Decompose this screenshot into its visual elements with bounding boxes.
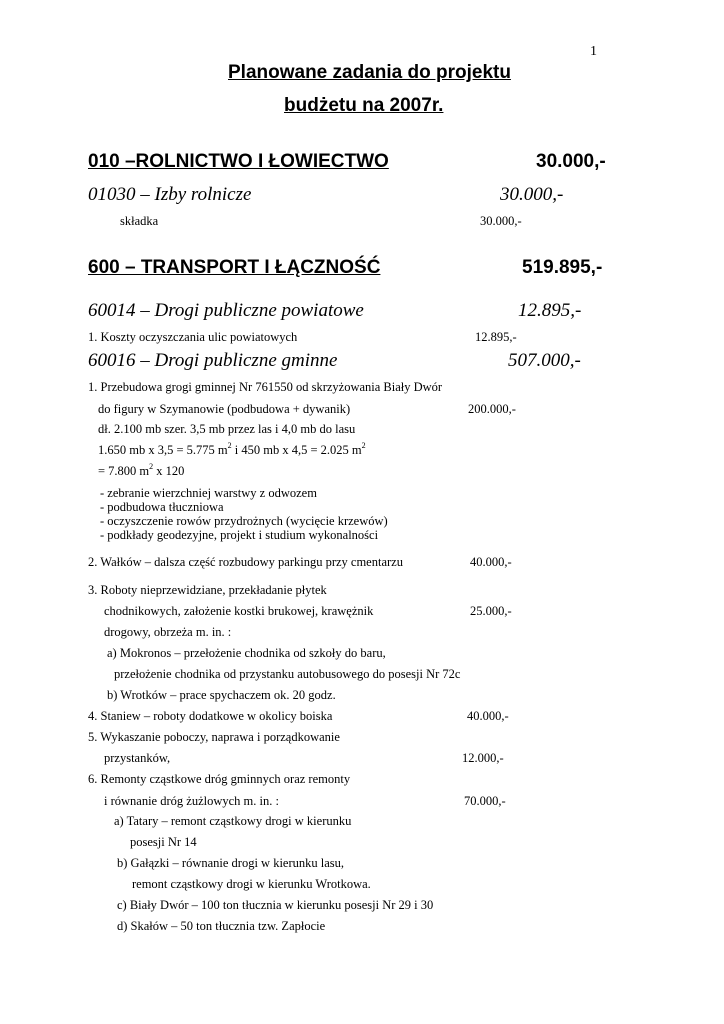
item-text: 1. Koszty oczyszczania ulic powiatowych	[88, 330, 298, 344]
item-line: b) Wrotków – prace spychaczem ok. 20 godz.	[107, 688, 336, 702]
item-line: 1.650 mb x 3,5 = 5.775 $m^2$ i 450 mb x 4,5 = 2.025 $m^2$	[98, 441, 366, 457]
item-line: d) Skałów – 50 ton tłucznia tzw. Zapłocie	[117, 919, 326, 933]
item-line: 3. Roboty nieprzewidziane, przekładanie płytek	[88, 583, 327, 597]
item-amount: 40.000,-	[467, 709, 509, 723]
item-amount: 12.000,-	[462, 751, 504, 765]
page-number: 1	[590, 44, 597, 59]
bullet-line: - podbudowa tłuczniowa	[100, 500, 224, 514]
subsection-heading-60016: 60016 – Drogi publiczne gminne	[88, 350, 338, 371]
item-text: 4. Staniew – roboty dodatkowe w okolicy boiska	[88, 709, 333, 723]
subsection-heading-60014: 60014 – Drogi publiczne powiatowe	[88, 300, 364, 321]
item-amount: 30.000,-	[480, 214, 522, 228]
subsection-amount-60014: 12.895,-	[518, 300, 582, 321]
item-line: do figury w Szymanowie (podbudowa + dywanik)	[98, 402, 351, 416]
item-text: składka	[120, 214, 159, 228]
document-title-line-2: budżetu na 2007r.	[284, 95, 444, 116]
item-amount: 25.000,-	[470, 604, 512, 618]
item-line: remont cząstkowy drogi w kierunku Wrotkowa.	[132, 877, 371, 891]
section-heading-010: 010 –ROLNICTWO I ŁOWIECTWO	[88, 151, 389, 172]
document-title-line-1: Planowane zadania do projektu	[228, 62, 511, 83]
item-line: i równanie dróg żużlowych m. in. :	[104, 794, 279, 808]
item-line: chodnikowych, założenie kostki brukowej, krawężnik	[104, 604, 374, 618]
item-amount: 200.000,-	[468, 402, 516, 416]
section-amount-600: 519.895,-	[522, 257, 603, 278]
item-line: = 7.800 $m^2$ x 120	[98, 462, 185, 478]
item-line: dł. 2.100 mb szer. 3,5 mb przez las i 4,0 mb do lasu	[98, 422, 356, 436]
item-line: 1. Przebudowa grogi gminnej Nr 761550 od skrzyżowania Biały Dwór	[88, 380, 443, 394]
item-line: przełożenie chodnika od przystanku autobusowego do posesji Nr 72c	[114, 667, 461, 681]
bullet-line: - oczyszczenie rowów przydrożnych (wycięcie krzewów)	[100, 514, 388, 528]
item-amount: 40.000,-	[470, 555, 512, 569]
item-line: przystanków,	[104, 751, 171, 765]
section-amount-010: 30.000,-	[536, 151, 606, 172]
section-heading-600: 600 – TRANSPORT I ŁĄCZNOŚĆ	[88, 257, 381, 278]
subsection-heading-01030: 01030 – Izby rolnicze	[88, 184, 252, 205]
item-line: a) Tatary – remont cząstkowy drogi w kierunku	[114, 814, 352, 828]
item-amount: 70.000,-	[464, 794, 506, 808]
subsection-amount-60016: 507.000,-	[508, 350, 581, 371]
item-line: drogowy, obrzeża m. in. :	[104, 625, 232, 639]
subsection-amount-01030: 30.000,-	[500, 184, 564, 205]
item-line: b) Gałązki – równanie drogi w kierunku lasu,	[117, 856, 345, 870]
item-line: c) Biały Dwór – 100 ton tłucznia w kierunku posesji Nr 29 i 30	[117, 898, 434, 912]
item-line: 5. Wykaszanie poboczy, naprawa i porządkowanie	[88, 730, 340, 744]
item-text: 2. Wałków – dalsza część rozbudowy parkingu przy cmentarzu	[88, 555, 403, 569]
bullet-line: - podkłady geodezyjne, projekt i studium wykonalności	[100, 528, 379, 542]
item-amount: 12.895,-	[475, 330, 517, 344]
bullet-line: - zebranie wierzchniej warstwy z odwozem	[100, 486, 317, 500]
item-line: 6. Remonty cząstkowe dróg gminnych oraz remonty	[88, 772, 351, 786]
item-line: posesji Nr 14	[130, 835, 197, 849]
item-line: a) Mokronos – przełożenie chodnika od szkoły do baru,	[107, 646, 386, 660]
